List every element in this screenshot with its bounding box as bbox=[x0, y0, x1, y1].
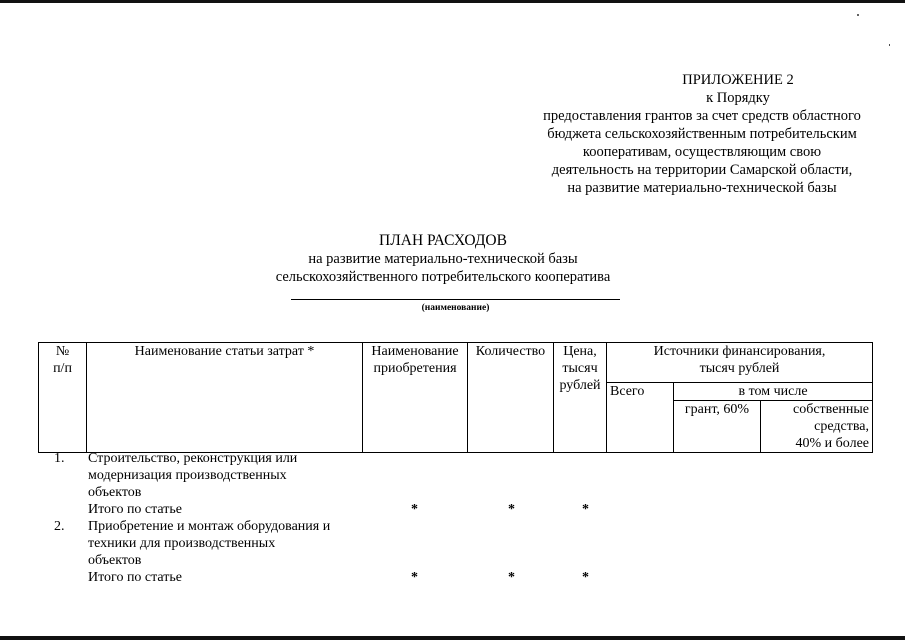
subtotal-label: Итого по статье bbox=[88, 570, 183, 585]
header-quantity: Количество bbox=[468, 343, 554, 453]
acquisition-asterisk: * bbox=[411, 570, 418, 585]
bottom-border-line bbox=[0, 636, 905, 640]
name-caption: (наименование) bbox=[421, 303, 490, 313]
table-row bbox=[38, 450, 872, 501]
row-item-text: Строительство, реконструкция или модернизация производственных объектов bbox=[88, 451, 298, 500]
scan-speck bbox=[889, 44, 890, 46]
plan-heading bbox=[200, 232, 686, 286]
plan-subtitle-line: сельскохозяйственного потребительского кооператива bbox=[275, 269, 611, 285]
expense-rows bbox=[38, 450, 872, 586]
header-acquisition: Наименование приобретения bbox=[363, 343, 468, 453]
appendix-title: ПРИЛОЖЕНИЕ 2 bbox=[682, 72, 794, 88]
row-number: 1. bbox=[54, 451, 65, 466]
quantity-asterisk: * bbox=[508, 502, 515, 517]
header-price: Цена, тысяч рублей bbox=[554, 343, 607, 453]
header-total: Всего bbox=[607, 383, 674, 453]
appendix-line: предоставления грантов за счет средств областного bbox=[543, 108, 861, 124]
scan-speck bbox=[857, 14, 859, 16]
header-grant: грант, 60% bbox=[674, 401, 761, 453]
header-item: Наименование статьи затрат * bbox=[87, 343, 363, 453]
appendix-line: кооперативам, осуществляющим свою bbox=[582, 144, 822, 160]
appendix-line: деятельность на территории Самарской области, bbox=[551, 162, 853, 178]
quantity-asterisk: * bbox=[508, 570, 515, 585]
header-num: № п/п bbox=[39, 343, 87, 453]
price-asterisk: * bbox=[582, 570, 589, 585]
expense-plan-table bbox=[38, 342, 873, 453]
header-own-funds: собственные средства, 40% и более bbox=[761, 401, 873, 453]
appendix-line: бюджета сельскохозяйственным потребительским bbox=[547, 126, 857, 142]
subtotal-label: Итого по статье bbox=[88, 502, 183, 517]
acquisition-asterisk: * bbox=[411, 502, 418, 517]
subtotal-row bbox=[38, 501, 872, 518]
header-sources: Источники финансирования, тысяч рублей bbox=[607, 343, 873, 383]
appendix-block bbox=[520, 71, 884, 197]
table-row bbox=[38, 518, 872, 569]
cooperative-name-line bbox=[291, 299, 620, 300]
row-number: 2. bbox=[54, 519, 65, 534]
plan-title: ПЛАН РАСХОДОВ bbox=[379, 232, 507, 249]
appendix-line: к Порядку bbox=[706, 90, 770, 106]
row-item-text: Приобретение и монтаж оборудования и техники для производственных объектов bbox=[88, 519, 331, 568]
appendix-line: на развитие материально-технической базы bbox=[567, 180, 837, 196]
header-including: в том числе bbox=[674, 383, 873, 401]
top-border-line bbox=[0, 0, 905, 3]
plan-subtitle-line: на развитие материально-технической базы bbox=[308, 251, 578, 267]
price-asterisk: * bbox=[582, 502, 589, 517]
subtotal-row bbox=[38, 569, 872, 586]
